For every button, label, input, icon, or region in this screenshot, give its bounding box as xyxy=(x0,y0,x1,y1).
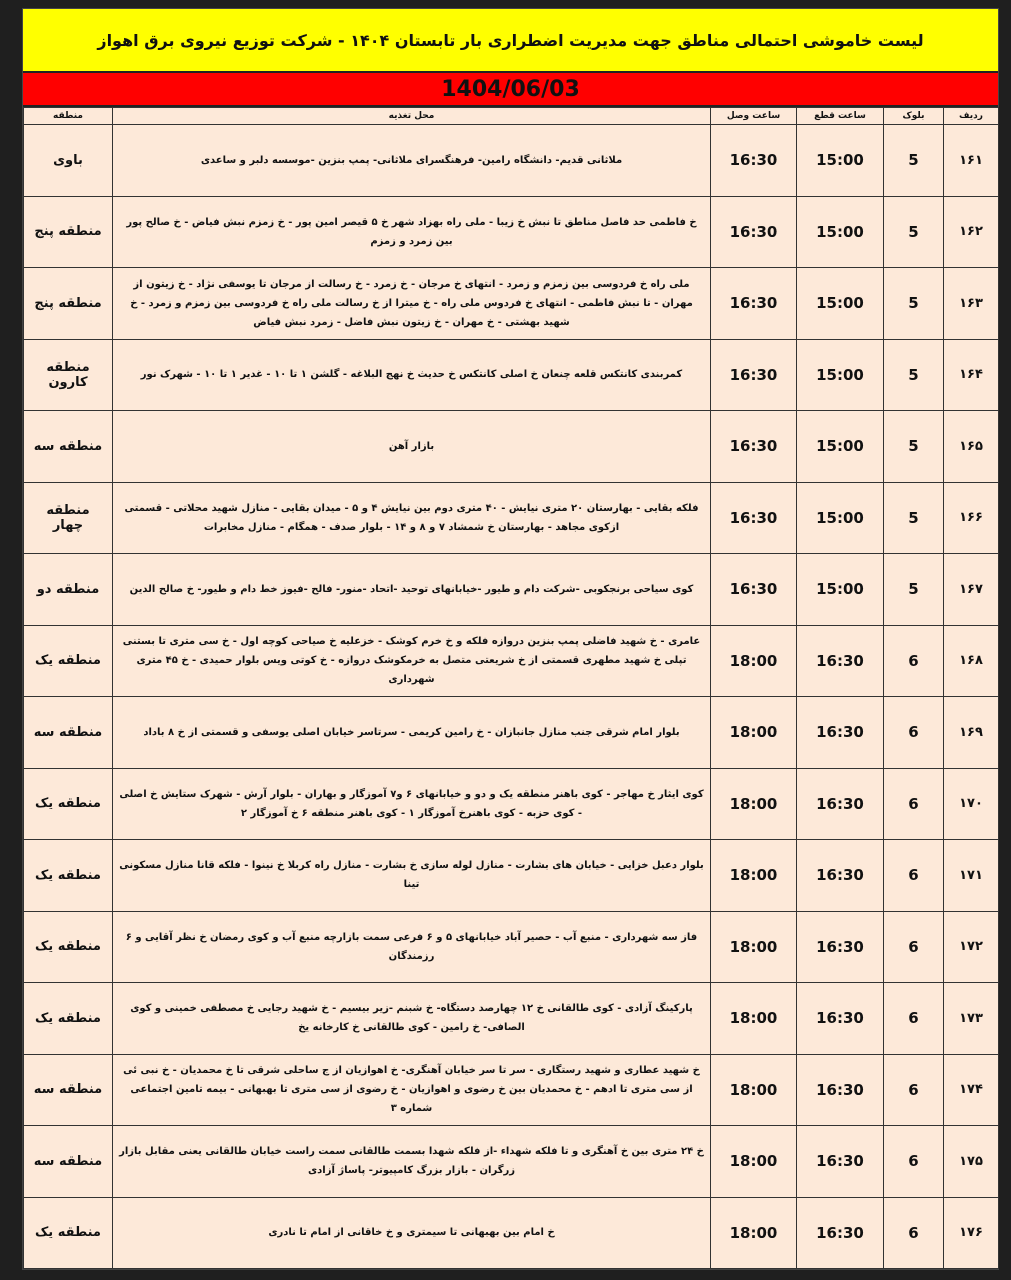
connect-time-cell: 18:00 xyxy=(711,983,797,1055)
table-row xyxy=(24,697,999,769)
block-cell: 6 xyxy=(884,983,944,1055)
table-row xyxy=(24,768,999,840)
table-row xyxy=(24,1197,999,1269)
row-number-cell: ۱۷۶ xyxy=(944,1197,999,1269)
connect-time-cell: 18:00 xyxy=(711,911,797,983)
table-row xyxy=(24,983,999,1055)
header-connect-time: ساعت وصل xyxy=(711,108,797,125)
connect-time-cell: 16:30 xyxy=(711,554,797,626)
connect-time-cell: 16:30 xyxy=(711,411,797,483)
block-cell: 6 xyxy=(884,768,944,840)
block-cell: 5 xyxy=(884,554,944,626)
cut-time-cell: 15:00 xyxy=(797,339,884,411)
header-row-number: ردیف xyxy=(944,108,999,125)
table-row xyxy=(24,840,999,912)
location-cell: بلوار امام شرقی جنب منازل جانبازان - خ رامین کریمی - سرتاسر خیابان اصلی یوسفی و قسمتی از خ ۸ باداد xyxy=(113,697,711,769)
row-number-cell: ۱۶۹ xyxy=(944,697,999,769)
block-cell: 5 xyxy=(884,339,944,411)
table-row xyxy=(24,554,999,626)
header-cut-time: ساعت قطع xyxy=(797,108,884,125)
connect-time-cell: 18:00 xyxy=(711,768,797,840)
region-cell: منطقه یک xyxy=(24,911,113,983)
row-number-cell: ۱۷۲ xyxy=(944,911,999,983)
location-cell: بازار آهن xyxy=(113,411,711,483)
row-number-cell: ۱۷۳ xyxy=(944,983,999,1055)
row-number-cell: ۱۶۶ xyxy=(944,482,999,554)
region-cell: منطقه پنج xyxy=(24,196,113,268)
date-banner: 1404/06/03 xyxy=(23,73,998,107)
connect-time-cell: 18:00 xyxy=(711,1197,797,1269)
row-number-cell: ۱۷۱ xyxy=(944,840,999,912)
row-number-cell: ۱۶۷ xyxy=(944,554,999,626)
region-cell: منطقه سه xyxy=(24,1126,113,1198)
block-cell: 5 xyxy=(884,482,944,554)
table-row xyxy=(24,196,999,268)
cut-time-cell: 16:30 xyxy=(797,768,884,840)
region-cell: منطقه دو xyxy=(24,554,113,626)
block-cell: 5 xyxy=(884,196,944,268)
table-header-row xyxy=(24,108,999,125)
cut-time-cell: 16:30 xyxy=(797,625,884,697)
region-cell: منطقه سه xyxy=(24,1054,113,1126)
region-cell: منطقه سه xyxy=(24,411,113,483)
table-row xyxy=(24,625,999,697)
connect-time-cell: 18:00 xyxy=(711,1126,797,1198)
location-cell: خ شهید عطاری و شهید رستگاری - سر تا سر خیابان آهنگری- خ اهوازیان از ج ساحلی شرقی تا خ محمدیان - خ نبی ئی از سی متری تا ادهم - خ محمدیان بین خ رضوی و اهوازیان - خ رضوی از سی متری تا بهبهانی - بیمه تامین اجتماعی شماره ۳ xyxy=(113,1054,711,1126)
header-region: منطقه xyxy=(24,108,113,125)
region-cell: منطقه چهار xyxy=(24,482,113,554)
connect-time-cell: 16:30 xyxy=(711,196,797,268)
region-cell: منطقه پنج xyxy=(24,268,113,340)
row-number-cell: ۱۷۵ xyxy=(944,1126,999,1198)
block-cell: 5 xyxy=(884,125,944,197)
table-row xyxy=(24,1126,999,1198)
cut-time-cell: 15:00 xyxy=(797,411,884,483)
connect-time-cell: 16:30 xyxy=(711,482,797,554)
location-cell: فلکه بقایی - بهارستان ۲۰ متری نیایش - ۴۰ متری دوم بین نیایش ۴ و ۵ - میدان بقایی - منازل شهید محلاتی - قسمتی ازکوی مجاهد - بهارستان خ شمشاد ۷ و ۸ و ۱۴ - بلوار صدف - همگام - منازل مخابرات xyxy=(113,482,711,554)
region-cell: منطقه سه xyxy=(24,697,113,769)
connect-time-cell: 18:00 xyxy=(711,840,797,912)
region-cell: منطقه یک xyxy=(24,1197,113,1269)
cut-time-cell: 16:30 xyxy=(797,1126,884,1198)
block-cell: 6 xyxy=(884,697,944,769)
connect-time-cell: 16:30 xyxy=(711,339,797,411)
cut-time-cell: 16:30 xyxy=(797,983,884,1055)
row-number-cell: ۱۶۸ xyxy=(944,625,999,697)
cut-time-cell: 15:00 xyxy=(797,196,884,268)
location-cell: کمربندی کانتکس قلعه چنعان خ اصلی کانتکس خ حدیث خ نهج البلاغه - گلشن ۱ تا ۱۰ - غدیر ۱ تا ۱۰ - شهرک نور xyxy=(113,339,711,411)
block-cell: 5 xyxy=(884,411,944,483)
row-number-cell: ۱۷۰ xyxy=(944,768,999,840)
cut-time-cell: 16:30 xyxy=(797,1054,884,1126)
block-cell: 6 xyxy=(884,1126,944,1198)
cut-time-cell: 16:30 xyxy=(797,840,884,912)
block-cell: 6 xyxy=(884,1197,944,1269)
location-cell: فاز سه شهرداری - منبع آب - حصیر آباد خیابانهای ۵ و ۶ فرعی سمت بازارچه منبع آب و کوی رمضان خ نظر آقایی و ۶ رزمندگان xyxy=(113,911,711,983)
header-block: بلوک xyxy=(884,108,944,125)
block-cell: 6 xyxy=(884,911,944,983)
block-cell: 5 xyxy=(884,268,944,340)
connect-time-cell: 18:00 xyxy=(711,697,797,769)
table-row xyxy=(24,411,999,483)
connect-time-cell: 18:00 xyxy=(711,1054,797,1126)
location-cell: خ ۲۴ متری بین خ آهنگری و تا فلکه شهداء -از فلکه شهدا بسمت طالقانی سمت راست خیابان طالقانی یعنی مقابل بازار زرگران - بازار بزرگ کامپیوتر- پاساژ آزادی xyxy=(113,1126,711,1198)
row-number-cell: ۱۶۴ xyxy=(944,339,999,411)
location-cell: کوی ایثار خ مهاجر - کوی باهنر منطقه یک و دو و خیابانهای ۶ و۷ آموزگار و بهاران - بلوار آرش - شهرک ستایش خ اصلی - کوی حزبه - کوی باهنرخ آموزگار ۱ - کوی باهنر منطقه ۶ خ آموزگار ۲ xyxy=(113,768,711,840)
table-body xyxy=(24,125,999,1269)
location-cell: خ فاطمی حد فاصل مناطق تا نبش خ زیبا - ملی راه بهزاد شهر خ ۵ قیصر امین پور - خ زمزم نبش فیاض - خ صالح پور بین زمرد و زمزم xyxy=(113,196,711,268)
region-cell: منطقه کارون xyxy=(24,339,113,411)
table-row xyxy=(24,125,999,197)
block-cell: 6 xyxy=(884,625,944,697)
block-cell: 6 xyxy=(884,840,944,912)
location-cell: خ امام بین بهبهانی تا سیمتری و خ خاقانی از امام تا نادری xyxy=(113,1197,711,1269)
location-cell: کوی سیاحی برنجکوبی -شرکت دام و طیور -خیابانهای توحید -اتحاد -منور- فالح -فیوز خط دام و طیور- خ صالح الدین xyxy=(113,554,711,626)
connect-time-cell: 18:00 xyxy=(711,625,797,697)
region-cell: منطقه یک xyxy=(24,840,113,912)
location-cell: ملاثانی قدیم- دانشگاه رامین- فرهنگسرای ملاثانی- پمپ بنزین -موسسه دلبر و ساعدی xyxy=(113,125,711,197)
row-number-cell: ۱۶۵ xyxy=(944,411,999,483)
outage-table xyxy=(23,107,999,1269)
cut-time-cell: 16:30 xyxy=(797,911,884,983)
connect-time-cell: 16:30 xyxy=(711,125,797,197)
outage-sheet xyxy=(22,8,999,1270)
block-cell: 6 xyxy=(884,1054,944,1126)
table-row xyxy=(24,339,999,411)
table-row xyxy=(24,1054,999,1126)
region-cell: باوی xyxy=(24,125,113,197)
table-row xyxy=(24,911,999,983)
row-number-cell: ۱۶۳ xyxy=(944,268,999,340)
cut-time-cell: 15:00 xyxy=(797,554,884,626)
location-cell: ملی راه خ فردوسی بین زمزم و زمرد - انتهای خ مرجان - خ زمرد - خ رسالت از مرجان تا یوسفی نژاد - خ زیتون از مهران - تا نبش فاطمی - انتهای خ فردوس ملی راه - خ میترا از خ رسالت ملی راه خ فردوسی بین زمزم و زمرد - خ شهید بهشتی - خ مهران - خ زیتون نبش فاضل - زمرد نبش فیاض xyxy=(113,268,711,340)
cut-time-cell: 15:00 xyxy=(797,268,884,340)
connect-time-cell: 16:30 xyxy=(711,268,797,340)
cut-time-cell: 16:30 xyxy=(797,697,884,769)
location-cell: عامری - خ شهید فاضلی پمپ بنزین دروازه فلکه و خ خرم کوشک - خزعلیه خ صیاحی کوچه اول - خ سی متری تا بستنی تپلی خ شهید مطهری قسمتی از خ شریعتی متصل به خرمکوشک دروازه - خ کوتی ویس بلوار حمیدی - خ ۴۵ متری شهرداری xyxy=(113,625,711,697)
row-number-cell: ۱۶۲ xyxy=(944,196,999,268)
cut-time-cell: 16:30 xyxy=(797,1197,884,1269)
page-title: لیست خاموشی احتمالی مناطق جهت مدیریت اضطراری بار تابستان ۱۴۰۴ - شرکت توزیع نیروی برق اهواز xyxy=(23,9,998,73)
location-cell: بلوار دعبل خزایی - خیابان های بشارت - منازل لوله سازی خ بشارت - منازل راه کربلا خ نینوا - فلکه قانا منازل مسکونی تینا xyxy=(113,840,711,912)
table-row xyxy=(24,268,999,340)
header-location: محل تغذیه xyxy=(113,108,711,125)
cut-time-cell: 15:00 xyxy=(797,482,884,554)
location-cell: پارکینگ آزادی - کوی طالقانی خ ۱۲ چهارصد دستگاه- خ شبنم -زیر بیسیم - خ شهید رجایی خ مصطفی خمینی و کوی الصافی- خ رامین - کوی طالقانی خ کارخانه یخ xyxy=(113,983,711,1055)
region-cell: منطقه یک xyxy=(24,768,113,840)
region-cell: منطقه یک xyxy=(24,625,113,697)
row-number-cell: ۱۶۱ xyxy=(944,125,999,197)
cut-time-cell: 15:00 xyxy=(797,125,884,197)
region-cell: منطقه یک xyxy=(24,983,113,1055)
table-row xyxy=(24,482,999,554)
row-number-cell: ۱۷۴ xyxy=(944,1054,999,1126)
